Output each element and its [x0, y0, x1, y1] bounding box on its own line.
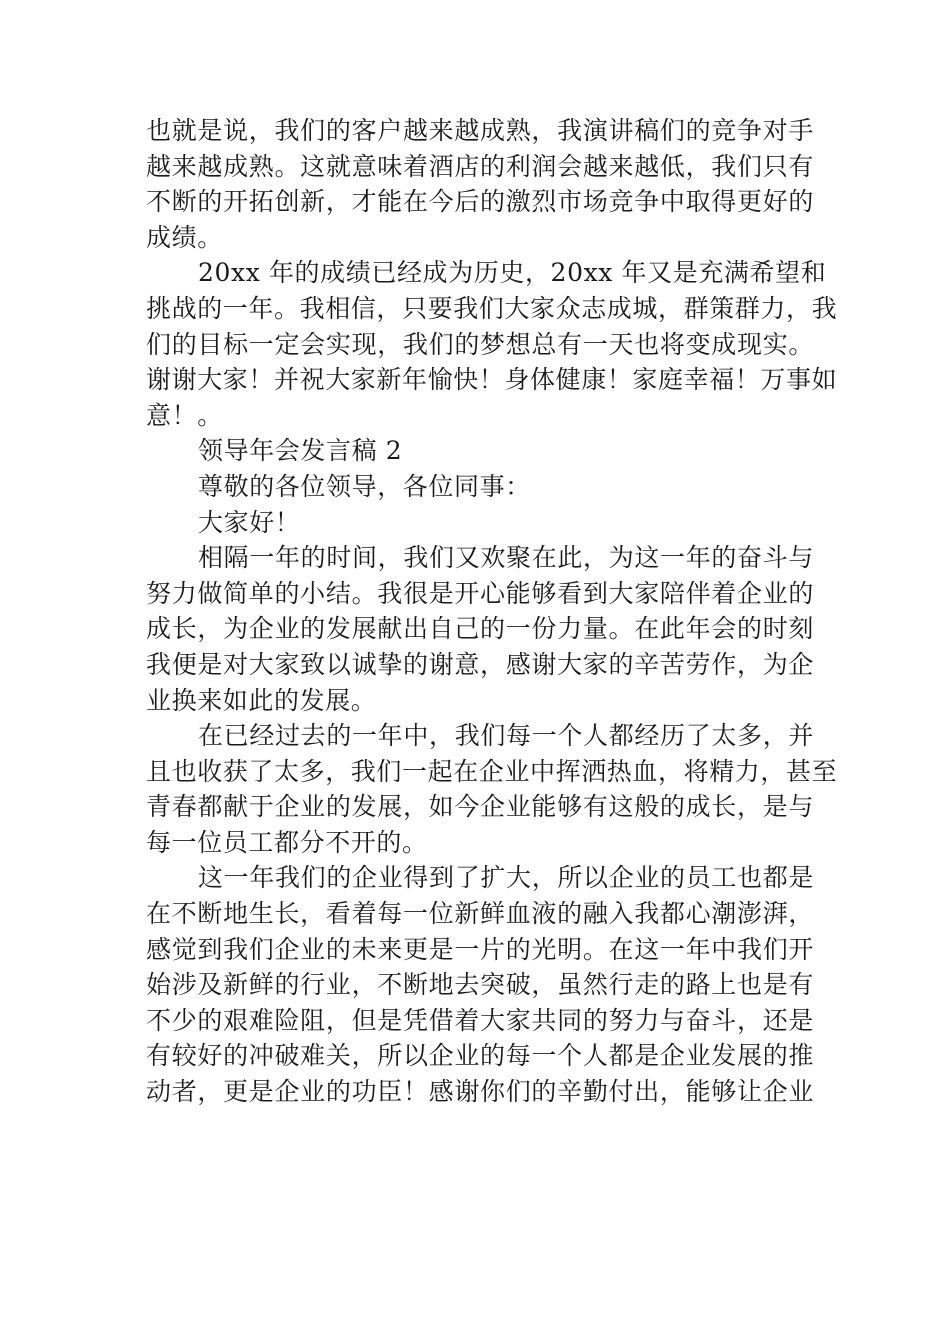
text-line: 尊敬的各位领导，各位同事：	[198, 471, 531, 501]
text-line: 谢谢大家！并祝大家新年愉快！身体健康！家庭幸福！万事如	[146, 365, 838, 395]
text-line: 在不断地生长，看着每一位新鲜血液的融入我都心潮澎湃，	[146, 899, 814, 929]
text-line: 感觉到我们企业的未来更是一片的光明。在这一年中我们开	[146, 934, 814, 964]
text-line: 大家好！	[198, 507, 301, 537]
text-line: 不少的艰难险阻，但是凭借着大家共同的努力与奋斗，还是	[146, 1005, 814, 1035]
text-line: 成绩。	[146, 222, 223, 252]
text-line: 意！。	[146, 400, 223, 430]
text-line: 不断的开拓创新，才能在今后的激烈市场竞争中取得更好的	[146, 187, 814, 217]
text-line: 我便是对大家致以诚挚的谢意，感谢大家的辛苦劳作，为企	[146, 649, 814, 679]
text-line: 努力做简单的小结。我很是开心能够看到大家陪伴着企业的	[146, 578, 814, 608]
document-body	[146, 113, 838, 1110]
text-line: 们的目标一定会实现，我们的梦想总有一天也将变成现实。	[146, 329, 814, 359]
text-line: 这一年我们的企业得到了扩大，所以企业的员工也都是	[198, 863, 814, 893]
text-line: 20xx 年的成绩已经成为历史，20xx 年又是充满希望和	[198, 258, 827, 288]
text-line: 青春都献于企业的发展，如今企业能够有这般的成长，是与	[146, 792, 814, 822]
text-line: 也就是说，我们的客户越来越成熟，我演讲稿们的竞争对手	[146, 116, 814, 145]
text-line: 领导年会发言稿 2	[198, 436, 403, 466]
text-line: 动者，更是企业的功臣！感谢你们的辛勤付出，能够让企业	[146, 1077, 814, 1107]
text-line: 有较好的冲破难关，所以企业的每一个人都是企业发展的推	[146, 1041, 814, 1071]
text-line: 且也收获了太多，我们一起在企业中挥洒热血，将精力，甚至	[146, 756, 838, 786]
text-line: 越来越成熟。这就意味着酒店的利润会越来越低，我们只有	[146, 151, 814, 181]
text-line: 每一位员工都分不开的。	[146, 827, 428, 857]
text-line: 成长，为企业的发展献出自己的一份力量。在此年会的时刻	[146, 614, 814, 644]
text-line: 业换来如此的发展。	[146, 685, 377, 715]
text-line: 挑战的一年。我相信，只要我们大家众志成城，群策群力，我	[146, 293, 838, 323]
text-line: 相隔一年的时间，我们又欢聚在此，为这一年的奋斗与	[198, 543, 814, 573]
text-line: 在已经过去的一年中，我们每一个人都经历了太多，并	[198, 721, 814, 751]
text-line: 始涉及新鲜的行业，不断地去突破，虽然行走的路上也是有	[146, 970, 814, 1000]
